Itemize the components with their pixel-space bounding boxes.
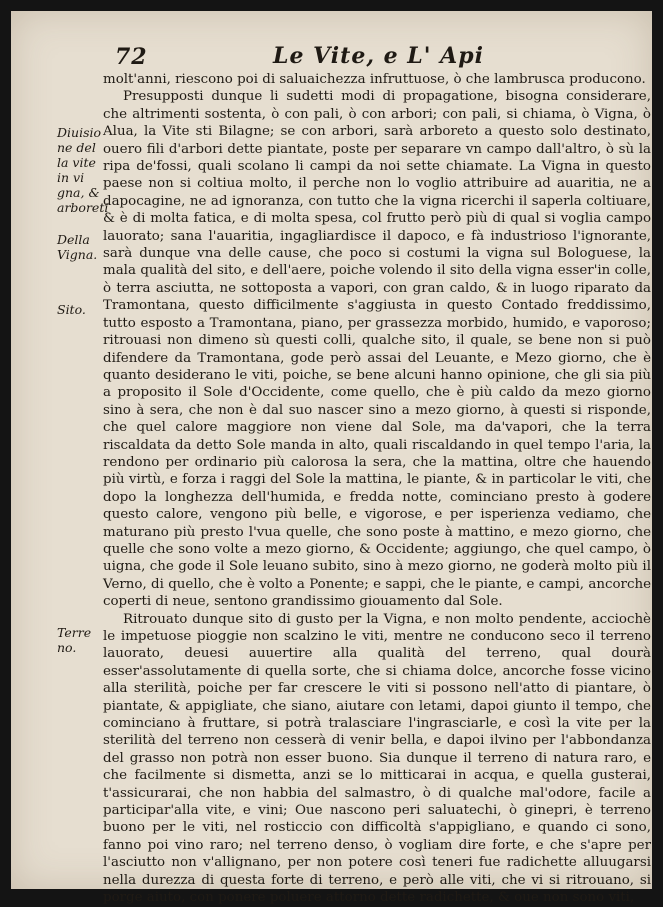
page-number: 72: [115, 44, 148, 70]
page-sheet: [11, 11, 652, 906]
body-text: [103, 71, 651, 907]
paragraph-continuation: molt'anni, riescono poi di saluaichezza infruttuose, ò che lambrusca producono.: [103, 72, 646, 87]
margin-note-sito: Sito.: [57, 302, 86, 317]
paragraph-propagation-vigna-sito: Presupposti dunque li sudetti modi di propagatione, bisogna considerare, che altrimenti sostenta, ò con pali, ò con arbori; con pali, si chiama, ò Vigna, ò Alua, la Vite sti Bilagne; se con arbori, sarà arboreto a questo solo destinato, ouero fili d'arbori dette piantate, poste per separare vn campo dall'altro, ò sù la ripa de'fossi, quali scolano li campi da noi sette chiamate. La Vigna in questo paese non si coltiua molto, il perche non lo voglio attribuire ad auaritia, ne a dapocagine, ne ad ignoranza, con tutto che la vigna ricerchi il saperla coltiuare, & è di molta fatica, e di molta spesa, col frutto però più di qual si voglia campo lauorato; sana l'auaritia, ingagliardisce il dapoco, e fà industrioso l'ignorante, sarà dunque vna delle cause, che poco si costumi la vigna sul Bologuese, la mala qualità del sito, e dell'aere, poiche volendo il sito della vigna esser'in colle, ò terra asciutta, ne sottoposta a vapori, con gran caldo, & in luogo riparato da Tramontana, questo difficilmente s'aggiusta in questo Contado freddissimo, tutto esposto a Tramontana, piano, per grassezza morbido, humido, e vaporoso; ritrouasi non dimeno sù questi colli, qualche sito, il quale, se bene non si può difendere da Tramontana, gode però assai del Leuante, e Mezo giorno, che è quanto desiderano le viti, poiche, se bene alcuni hanno opinione, che gli sia più a proposito il Sole d'Occidente, come quello, che è più caldo da mezo giorno sino à sera, che non è dal suo nascer sino a mezo giorno, à questi si risponde, che quel calore maggiore non viene dal Sole, ma da'vapori, che la terra riscaldata da detto Sole manda in alto, quali riscaldando in quel tempo l'aria, la rendono per ordinario più calorosa la sera, che la mattina, oltre che hauendo più virtù, e forza i raggi del Sole la mattina, le piante, & in particolar le viti, che dopo la longhezza dell'humida, e fredda notte, cominciano presto à godere questo calore, vengono più belle, e vigorose, e per isperienza vediamo, che maturano più presto l'vua quelle, che sono poste à mattino, e mezo giorno, che quelle che sono volte a mezo giorno, & Occidente; aggiungo, che quel campo, ò uigna, che gode il Sole leuano subito, sino à mezo giorno, ne goderà molto più il Verno, di quello, che è volto a Ponente; e sappi, che le piante, e campi, ancorche coperti di neue, sentono grandissimo giouamento dal Sole.: [103, 89, 651, 610]
paragraph-terreno: Ritrouato dunque sito di gusto per la Vigna, e non molto pendente, acciochè le impetuose pioggie non scalzino le viti, mentre ne conducono seco il terreno lauorato, deuesi auuertire alla qualità del terreno, qual dourà esser'assolutamente di quella sorte, che si chiama dolce, ancorche fosse vicino alla sterilità, poiche per far crescere le viti si possono nell'atto di piantare, ò piantate, & appigliate, che siano, aiutare con letami, dapoi giunto il tempo, che cominciano à fruttare, si potrà tralasciare l'ingrasciarle, e così la vite per la sterilità del terreno non cesserà di venir bella, e dapoi ilvino per l'abbondanza del grasso non potrà non esser buono. Sia dunque il terreno di natura raro, e che facilmente si dismetta, anzi se lo mitticarai in acqua, e quella gusterai, t'assicurarai, che non habbia del salmastro, ò di qualche mal'odore, facile a participar'alla vite, e vini; Oue nascono peri saluatechi, ò ginepri, è terreno buono per le viti, nel rosticcio con difficoltà s'appigliano, e quando ci sono, fanno poi vino raro; nel terreno denso, ò vogliam dire forte, e che s'apre per l'asciutto non v'allignano, per non potere così teneri fue radichette alluugarsi nella durezza di questa forte di terreno, e però alle viti, che vi si ritrouano, si porge aiuto, con ponere poluere attorno dette radichette, & oue non sono viti,: [103, 611, 651, 906]
margin-note-division: Diuisio ne del la vite in vi gna, & arboreti: [57, 125, 109, 215]
margin-note-vigna: Della Vigna.: [57, 232, 98, 262]
running-title: Le Vite, e L' Api: [273, 43, 484, 69]
margin-note-terreno: Terre no.: [57, 625, 92, 655]
